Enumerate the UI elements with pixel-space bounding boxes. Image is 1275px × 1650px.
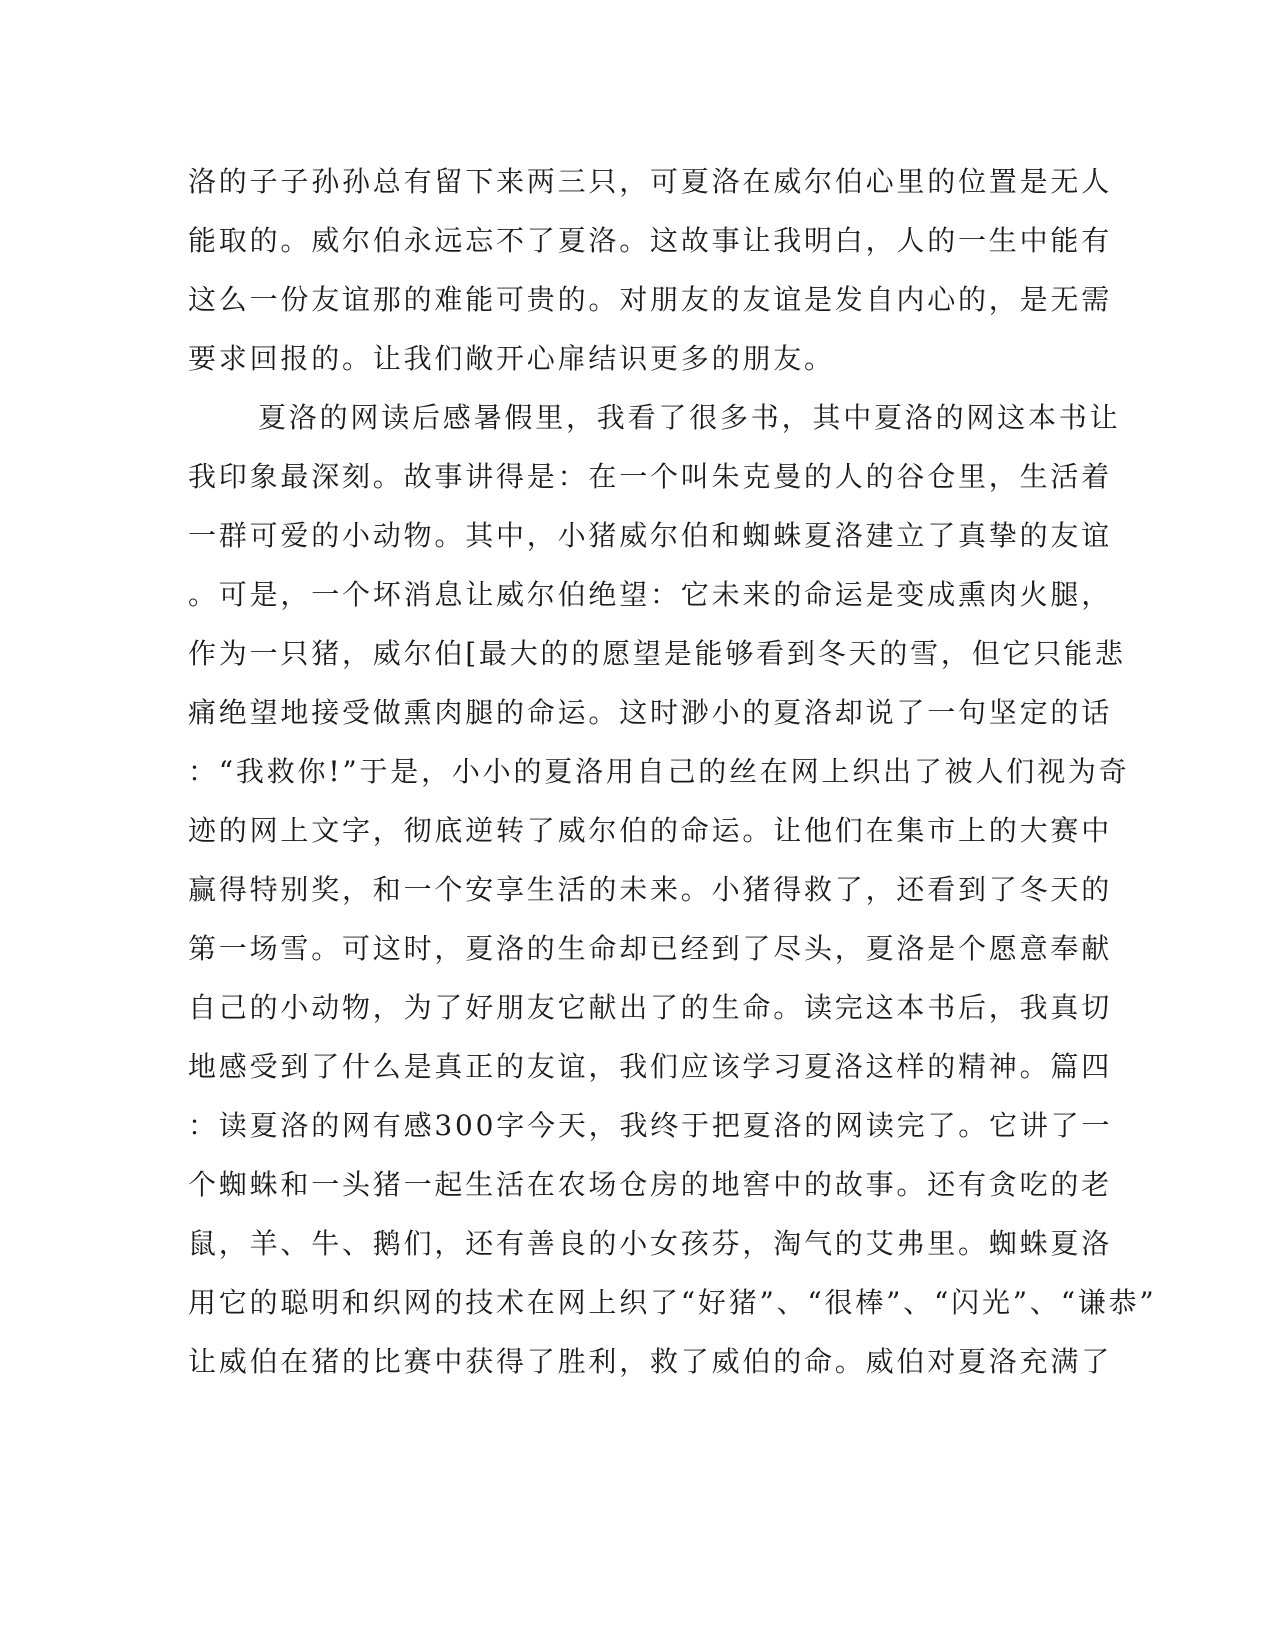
- text-line: ：读夏洛的网有感300字今天，我终于把夏洛的网读完了。它讲了一: [188, 1109, 1113, 1142]
- text-line: 洛的子子孙孙总有留下来两三只，可夏洛在威尔伯心里的位置是无人: [188, 165, 1113, 198]
- text-line: ：“我救你!”于是，小小的夏洛用自己的丝在网上织出了被人们视为奇: [188, 755, 1130, 788]
- text-line: 让威伯在猪的比赛中获得了胜利，救了威伯的命。威伯对夏洛充满了: [188, 1345, 1113, 1378]
- text-line: 痛绝望地接受做熏肉腿的命运。这时渺小的夏洛却说了一句坚定的话: [188, 696, 1113, 729]
- paragraph-first-line: 夏洛的网读后感暑假里，我看了很多书，其中夏洛的网这本书让: [258, 401, 1121, 434]
- text-line: 个蜘蛛和一头猪一起生活在农场仓房的地窖中的故事。还有贪吃的老: [188, 1168, 1113, 1201]
- text-line: 这么一份友谊那的难能可贵的。对朋友的友谊是发自内心的，是无需: [188, 283, 1113, 316]
- text-line: 第一场雪。可这时，夏洛的生命却已经到了尽头，夏洛是个愿意奉献: [188, 932, 1113, 965]
- text-line: 赢得特别奖，和一个安享生活的未来。小猪得救了，还看到了冬天的: [188, 873, 1113, 906]
- text-line: 一群可爱的小动物。其中，小猪威尔伯和蜘蛛夏洛建立了真挚的友谊: [188, 519, 1113, 552]
- text-line: 鼠，羊、牛、鹅们，还有善良的小女孩芬，淘气的艾弗里。蜘蛛夏洛: [188, 1227, 1113, 1260]
- text-line: 要求回报的。让我们敞开心扉结识更多的朋友。: [188, 342, 835, 375]
- text-line: 。可是，一个坏消息让威尔伯绝望：它未来的命运是变成熏肉火腿，: [188, 578, 1113, 611]
- text-line: 自己的小动物，为了好朋友它献出了的生命。读完这本书后，我真切: [188, 991, 1113, 1024]
- text-line: 用它的聪明和织网的技术在网上织了“好猪”、“很棒”、“闪光”、“谦恭”: [188, 1286, 1157, 1319]
- text-line: 地感受到了什么是真正的友谊，我们应该学习夏洛这样的精神。篇四: [188, 1050, 1113, 1083]
- text-line: 我印象最深刻。故事讲得是：在一个叫朱克曼的人的谷仓里，生活着: [188, 460, 1113, 493]
- text-line: 能取的。威尔伯永远忘不了夏洛。这故事让我明白，人的一生中能有: [188, 224, 1113, 257]
- text-line: 迹的网上文字，彻底逆转了威尔伯的命运。让他们在集市上的大赛中: [188, 814, 1113, 847]
- text-line: 作为一只猪，威尔伯[最大的的愿望是能够看到冬天的雪，但它只能悲: [188, 637, 1126, 670]
